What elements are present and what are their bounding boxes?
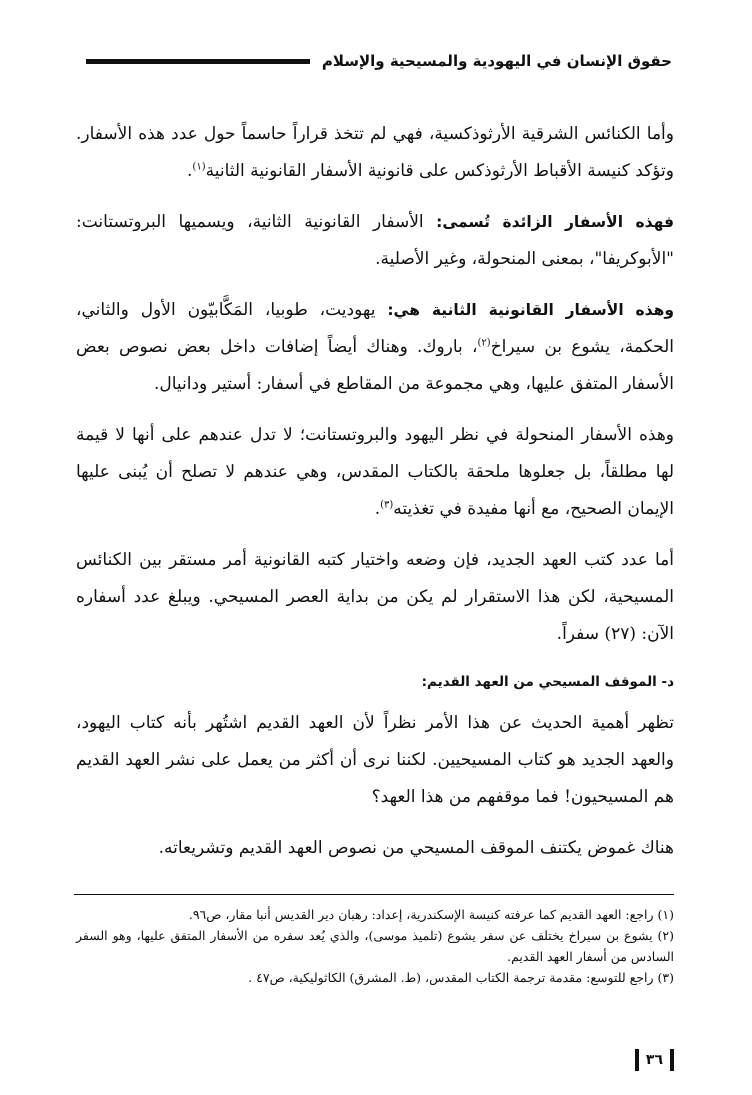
- running-header-title: حقوق الإنسان في اليهودية والمسيحية والإسلام: [321, 52, 672, 70]
- paragraph-1-text: وأما الكنائس الشرقية الأرثوذكسية، فهي لم تتخذ قراراً حاسماً حول عدد هذه الأسفار. وتؤكد كنيسة الأقباط الأرثوذكس على قانونية الأسفار القانونية الثانية: [76, 124, 674, 181]
- folio-bar-right: [670, 1049, 674, 1071]
- paragraph-5: أما عدد كتب العهد الجديد، فإن وضعه واختيار كتبه القانونية أمر مستقر بين الكنائس المسيحية، لكن هذا الاستقرار لم يكن من بداية العصر المسيحي. ويبلغ عدد أسفاره الآن: (٢٧) سفراً.: [76, 550, 674, 644]
- paragraph-3: [76, 292, 674, 403]
- paragraph-3-lead: وهذه الأسفار القانونية الثانية هي:: [387, 301, 675, 319]
- paragraph-4-text: وهذه الأسفار المنحولة في نظر اليهود والبروتستانت؛ لا تدل عندهم على أنها لا قيمة لها مطلقاً، بل جعلوها ملحقة بالكتاب المقدس، وهي عندهم لا تصلح أن يُبنى عليها الإيمان الصحيح، مع أنها مفيدة في تغذيته: [76, 425, 674, 519]
- paragraph-4-end: .: [374, 499, 381, 519]
- page-footer: [76, 1049, 674, 1071]
- footnote-ref-1: (١): [192, 161, 206, 173]
- running-header: [86, 48, 672, 74]
- paragraph-1-end: .: [187, 161, 193, 181]
- section-subheading: د- الموقف المسيحي من العهد القديم:: [421, 674, 674, 690]
- paragraph-2: [76, 204, 674, 278]
- footnote-2: (٢) يشوع بن سيراخ يختلف عن سفر يشوع (تلميذ موسى)، والذي يُعد سفره من الأسفار المتفق عليها، وهو السفر السادس من أسفار العهد القديم.: [76, 928, 674, 964]
- page-number-box: [635, 1049, 674, 1071]
- footnote-ref-2: (٢): [477, 337, 491, 349]
- paragraph-7: هناك غموض يكتنف الموقف المسيحي من نصوص العهد القديم وتشريعاته.: [158, 838, 674, 858]
- page-number: ٣٦: [645, 1052, 663, 1068]
- paragraph-1: [76, 116, 674, 190]
- paragraph-2-lead: فهذه الأسفار الزائدة تُسمى:: [436, 213, 674, 231]
- footnote-3: (٣) راجع للتوسع: مقدمة ترجمة الكتاب المقدس، (ط. المشرق) الكاثوليكية، ص٤٧ .: [248, 970, 674, 985]
- paragraph-2-text: الأسفار القانونية الثانية، ويسميها البروتستانت: "الأبوكريفا"، بمعنى المنحولة، وغير الأصلية.: [76, 212, 674, 269]
- folio-bar-left: [635, 1049, 639, 1071]
- footnotes: [76, 904, 674, 988]
- header-rule: [86, 59, 310, 64]
- footnote-ref-3: (٣): [380, 499, 394, 511]
- footnote-separator: [74, 894, 674, 895]
- paragraph-3-text-a: يهوديت، طوبيا، المَكَّابيّون الأول والثاني، الحكمة، يشوع بن سيراخ: [76, 300, 674, 357]
- main-text: [76, 116, 674, 881]
- footnote-1: (١) راجع: العهد القديم كما عرفته كنيسة الإسكندرية، إعداد: رهبان دير القديس أنبا مقار، ص٩٦.: [188, 907, 674, 922]
- paragraph-6: تظهر أهمية الحديث عن هذا الأمر نظراً لأن العهد القديم اشتُهر بأنه كتاب اليهود، والعهد الجديد هو كتاب المسيحيين. لكننا نرى أن أكثر من يعمل على نشر العهد القديم هم المسيحيون! فما موقفهم من هذا العهد؟: [76, 713, 674, 807]
- paragraph-3-text-b: ، باروك. وهناك أيضاً إضافات داخل بعض نصوص بعض الأسفار المتفق عليها، وهي مجموعة من المقاطع في أسفار: أستير ودانيال.: [76, 337, 674, 394]
- paragraph-4: [76, 417, 674, 528]
